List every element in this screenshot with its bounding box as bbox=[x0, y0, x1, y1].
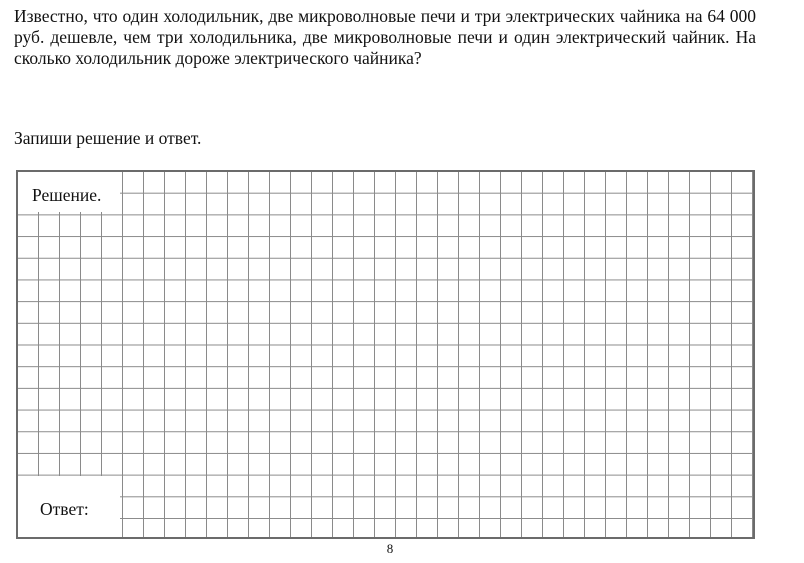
answer-label: Ответ: bbox=[18, 476, 120, 537]
solution-label: Решение. bbox=[18, 172, 120, 212]
instruction-text: Запиши решение и ответ. bbox=[14, 128, 202, 148]
problem-text: Известно, что один холодильник, две микроволновые печи и три электрических чайника на 64 000 руб. дешевле, чем три холодильника, две микроволновые печи и один электрический чайник. На сколько холодильник дороже электрического чайника? bbox=[14, 6, 756, 68]
page-number: 8 bbox=[386, 541, 394, 556]
solution-grid[interactable] bbox=[16, 170, 755, 539]
